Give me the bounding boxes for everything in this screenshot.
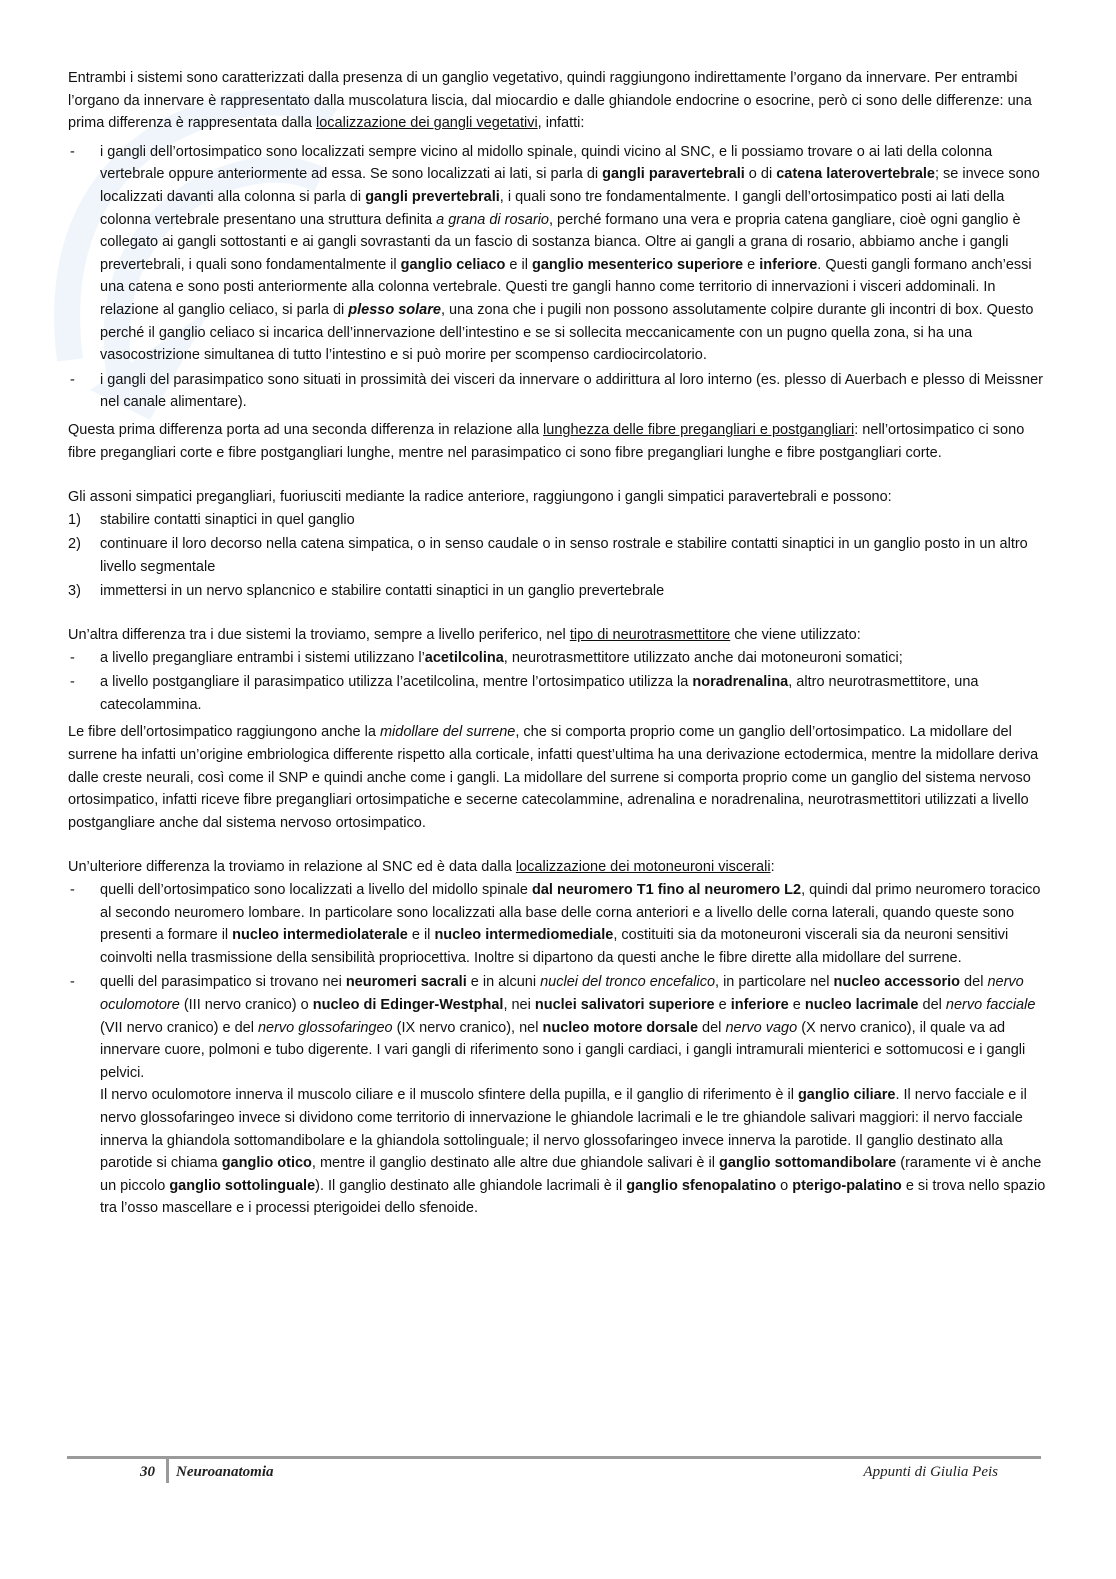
text-run: , una zona che i pugili non possono assolutamente colpire durante gli incontri di box. Questo perché il ganglio celiaco si incarica dell’innervazione dell’intestino e se si sollecita meccanicamente con un pugno quella zona, si ha una vasocostrizione simultanea di tutto l’intestino e si può morire per scompenso cardiocircolatorio. — [100, 301, 1034, 364]
page-body — [68, 67, 1048, 1225]
list-axon-options — [68, 509, 1048, 603]
text-run: o di — [744, 166, 777, 183]
text-run: Gli assoni simpatici pregangliari, fuoriusciti mediante la radice anteriore, raggiungono i gangli simpatici paravertebrali e possono: — [68, 489, 892, 506]
bold-term: nucleo intermediolaterale — [232, 927, 408, 944]
bold-term: ganglio sottomandibolare — [718, 1155, 897, 1172]
text-run: e il — [407, 927, 435, 944]
text-run: a livello pregangliare entrambi i sistemi utilizzano l’ — [100, 649, 425, 666]
list-item — [68, 879, 1048, 969]
underlined-term: tipo di neurotrasmettitore — [569, 627, 731, 644]
spacer — [68, 608, 1048, 624]
list-neurotransmitters — [68, 647, 1048, 717]
text-run: i gangli del parasimpatico sono situati in prossimità dei visceri da innervare o addirittura al loro interno (es. plesso di Auerbach e plesso di Meissner nel canale alimentare). — [100, 371, 1043, 411]
text-run: stabilire contatti sinaptici in quel ganglio — [100, 511, 355, 528]
text-run: , nei — [503, 996, 535, 1013]
page-number: 30 — [140, 1464, 155, 1480]
list-number: 1) — [68, 511, 81, 528]
bold-term: gangli paravertebrali — [602, 166, 745, 183]
text-run: che viene utilizzato: — [730, 627, 861, 644]
text-run: o — [776, 1177, 793, 1194]
text-run: (III nervo cranico) o — [179, 996, 313, 1013]
text-run: e — [743, 256, 760, 273]
text-run: immettersi in un nervo splancnico e stabilire contatti sinaptici in un ganglio prevertebrale — [100, 583, 665, 600]
bold-term: pterigo-palatino — [792, 1177, 902, 1194]
text-run: del — [698, 1019, 726, 1036]
bold-term: catena laterovertebrale — [776, 166, 935, 183]
list-number: 2) — [68, 536, 81, 553]
text-run: Entrambi i sistemi sono caratterizzati dalla presenza di un ganglio vegetativo, quindi raggiungono indirettamente l’organo da innervare. Per entrambi l’organo da innervare è rappresentato dalla muscolatura liscia, dal miocardio e dalle ghiandole endocrine o esocrine, però ci sono delle differenze: una prima differenza è rappresentata dalla — [68, 70, 1032, 132]
bold-term: nucleo lacrimale — [804, 996, 919, 1013]
text-run: ). Il ganglio destinato alle ghiandole lacrimali è il — [315, 1177, 627, 1194]
text-run: (VII nervo cranico) e del — [100, 1019, 258, 1036]
bold-term: ganglio otico — [221, 1155, 312, 1172]
text-run: quelli dell’ortosimpatico sono localizzati a livello del midollo spinale — [100, 882, 532, 898]
bold-term: ganglio sottolinguale — [169, 1177, 316, 1194]
text-run: : nell’ortosimpatico ci sono fibre pregangliari corte e fibre postgangliari lunghe, mentre nel parasimpatico ci sono fibre pregangliari lunghe e fibre postgangliari corte. — [68, 421, 1025, 461]
paragraph-neurotransmitter — [68, 624, 1048, 647]
text-run: ; se invece sono localizzati davanti alla colonna si parla di — [100, 166, 1040, 205]
italic-term: a grana di rosario — [436, 211, 549, 228]
italic-term: nervo glossofaringeo — [257, 1019, 393, 1036]
text-run: , mentre il ganglio destinato alle altre due ghiandole salivari è il — [311, 1155, 719, 1172]
bold-term: inferiore — [730, 996, 789, 1013]
bold-italic-term: plesso solare — [348, 301, 441, 318]
bold-term: nucleo intermediomediale — [434, 927, 614, 944]
text-run: del — [918, 996, 946, 1013]
paragraph-motoneurons — [68, 856, 1048, 879]
text-run: Le fibre dell’ortosimpatico raggiungono anche la — [68, 724, 380, 741]
footer-separator — [166, 1459, 169, 1483]
text-run: , infatti: — [537, 115, 585, 132]
bold-term: dal neuromero T1 fino al neuromero L2 — [532, 882, 802, 898]
list-item — [68, 971, 1048, 1220]
text-run: (IX nervo cranico), nel — [392, 1019, 543, 1036]
paragraph-adrenal-medulla — [68, 721, 1048, 834]
list-item — [68, 141, 1048, 367]
bold-term: acetilcolina — [424, 649, 504, 666]
list-item — [68, 580, 1048, 603]
text-run: , i quali sono tre fondamentalmente. I gangli dell’ortosimpatico posti ai lati della colonna vertebrale presentano una struttura definita — [100, 188, 1005, 228]
italic-term: nuclei del tronco encefalico — [540, 974, 716, 991]
bold-term: nucleo accessorio — [833, 974, 961, 991]
underlined-term: localizzazione dei gangli vegetativi — [316, 115, 538, 132]
bold-term: nucleo di Edinger-Westphal — [312, 996, 504, 1013]
underlined-term: localizzazione dei motoneuroni viscerali — [515, 859, 771, 876]
list-item — [68, 369, 1048, 414]
footer-rule — [67, 1456, 1041, 1459]
bold-term: noradrenalina — [692, 674, 789, 691]
text-run: , quindi dal primo neuromero toracico al secondo neuromero lombare. In particolare sono localizzati alla base delle corna anteriori e a livello delle corna laterali, quando queste sono presenti a formare il — [100, 882, 1041, 944]
italic-term: nervo oculomotore — [100, 974, 1024, 1013]
list-ganglia-location — [68, 141, 1048, 414]
text-run: (raramente vi è anche un piccolo — [100, 1155, 1042, 1194]
text-run: . Questi gangli formano anch’essi una catena e sono posti anteriormente alla colonna vertebrale. Questi tre gangli hanno come territorio di innervazioni i visceri addominali. In relazione al ganglio celiaco, si parla di — [100, 256, 1032, 318]
text-run: , in particolare nel — [715, 974, 834, 991]
text-run: e in alcuni — [466, 974, 541, 991]
text-run: e il — [505, 256, 532, 273]
text-run: e — [714, 996, 731, 1013]
text-run: : — [770, 859, 775, 876]
bold-term: nucleo motore dorsale — [542, 1019, 699, 1036]
text-run: (X nervo cranico), il quale va ad innervare cuore, polmoni e tubo digerente. I vari gangli di riferimento sono i gangli cardiaci, i gangli intramurali mienterici e sottomucosi e i gangli pelvici. — [100, 1019, 1026, 1081]
text-run: Un’ulteriore differenza la troviamo in relazione al SNC ed è data dalla — [68, 859, 516, 876]
bold-term: ganglio sfenopalatino — [626, 1177, 777, 1194]
list-item — [68, 671, 1048, 716]
list-item — [68, 509, 1048, 532]
text-run: Un’altra differenza tra i due sistemi la troviamo, sempre a livello periferico, nel — [68, 627, 570, 644]
spacer — [68, 470, 1048, 486]
footer-author: Appunti di Giulia Peis — [863, 1464, 998, 1480]
list-item — [68, 647, 1048, 670]
italic-term: nervo facciale — [945, 996, 1036, 1013]
bold-term: neuromeri sacrali — [345, 974, 467, 991]
list-number: 3) — [68, 583, 81, 600]
bold-term: ganglio mesenterico superiore — [532, 256, 744, 273]
bold-term: nuclei salivatori superiore — [534, 996, 715, 1013]
bold-term: gangli prevertebrali — [365, 188, 500, 205]
text-run: Questa prima differenza porta ad una seconda differenza in relazione alla — [68, 421, 544, 438]
text-run: , neurotrasmettitore utilizzato anche dai motoneuroni somatici; — [503, 649, 903, 666]
text-run: , altro neurotrasmettitore, una catecolammina. — [100, 674, 979, 713]
text-run: a livello postgangliare il parasimpatico utilizza l’acetilcolina, mentre l’ortosimpatico utilizza la — [100, 674, 693, 691]
spacer — [68, 840, 1048, 856]
footer-title: Neuroanatomia — [176, 1464, 274, 1480]
text-run: Il nervo oculomotore innerva il muscolo ciliare e il muscolo sfintere della pupilla, e il ganglio di riferimento è il — [100, 1087, 798, 1104]
italic-term: midollare del surrene — [379, 724, 516, 741]
text-run: e si trova nello spazio tra l’osso mascellare e i processi pterigoidei dello sfenoide. — [100, 1177, 1046, 1217]
text-run: e — [788, 996, 805, 1013]
text-run: , che si comporta proprio come un ganglio dell’ortosimpatico. La midollare del surrene ha infatti un’origine embriologica differente rispetto alla corticale, infatti quest’ultima ha una derivazione ectodermica, mentre la midollare deriva dalle creste neurali, così come il SNP e quindi anche come i gangli. La midollare del surrene si comporta proprio come un ganglio del sistema nervoso ortosimpatico, infatti riceve fibre pregangliari ortosimpatiche e secerne catecolammine, adrenalina e noradrenalina, neurotrasmettitori utilizzati a livello postgangliare anche dal sistema nervoso ortosimpatico. — [68, 724, 1039, 831]
bold-term: inferiore — [759, 256, 818, 273]
paragraph-intro — [68, 67, 1048, 135]
list-motoneurons — [68, 879, 1048, 1220]
list-item — [68, 533, 1048, 578]
bold-term: ganglio ciliare — [797, 1087, 896, 1104]
bold-term: ganglio celiaco — [400, 256, 506, 273]
italic-term: nervo vago — [725, 1019, 798, 1036]
text-run: del — [960, 974, 988, 991]
paragraph-axons — [68, 486, 1048, 509]
text-run: , costituiti sia da motoneuroni viscerali sia da neuroni sensitivi coinvolti nella trasmissione della sensibilità propriocettiva. Inoltre si dipartono da questi anche le fibre dirette alla midollare del surrene. — [100, 927, 1009, 966]
text-run: continuare il loro decorso nella catena simpatica, o in senso caudale o in senso rostrale e stabilire contatti sinaptici in un ganglio posto in un altro livello segmentale — [100, 536, 1028, 575]
text-run: , perché formano una vera e propria catena gangliare, cioè ogni ganglio è collegato ai gangli sottostanti e ai gangli sovrastanti da un fascio di sostanza bianca. Oltre ai gangli a grana di rosario, abbiamo anche i gangli prevertebrali, i quali sono fondamentalmente il — [100, 211, 1021, 273]
underlined-term: lunghezza delle fibre pregangliari e postgangliari — [543, 421, 855, 438]
text-run: quelli del parasimpatico si trovano nei — [100, 974, 346, 991]
text-run: i gangli dell’ortosimpatico sono localizzati sempre vicino al midollo spinale, quindi vicino al SNC, e li possiamo trovare o ai lati della colonna vertebrale oppure anteriormente ad essa. Se sono localizzati ai lati, si parla di — [100, 143, 993, 183]
text-run: . Il nervo facciale e il nervo glossofaringeo invece si dividono come territorio di innervazione le ghiandole lacrimali e le tre ghiandole salivari maggiori: il nervo facciale innerva la ghiandola sottomandibolare e la ghiandola sottolinguale; il nervo glossofaringeo invece innerva la parotide. Il ganglio destinato alla parotide si chiama — [100, 1087, 1027, 1172]
paragraph-fiber-length — [68, 419, 1048, 464]
